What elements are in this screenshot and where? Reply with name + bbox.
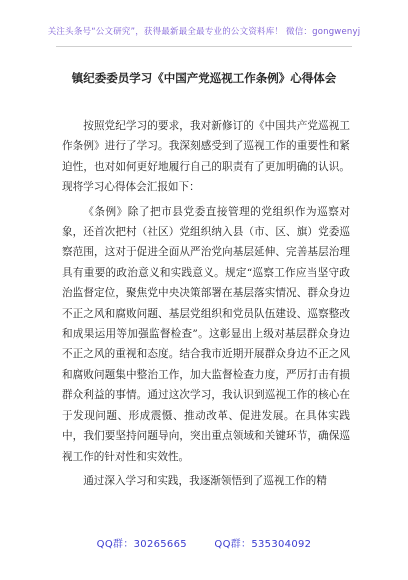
paragraph-regulation: 《条例》除了把市县党委直接管理的党组织作为巡察对象，还首次把村（社区）党组织纳入县（市、区、旗）党委巡察范围，这对于促进全面从严治党向基层延伸、完善基层治理具有重要的政治意义和实践意义。规定“巡察工作应当坚守政治监督定位，聚焦党中央决策部署在基层落实情况、群众身边不正之风和腐败问题、基层党组织和党员队伍建设、巡察整改和成果运用等加强监督检查”。这彰显出上级对基层群众身边不正之风的重视和态度。结合我市近期开展群众身边不正之风和腐败问题集中整治工作，加大监督检查力度，严厉打击有损群众利益的事情。通过这次学习，我认识到巡视工作的核心在于发现问题、形成震慑、推动改革、促进发展。在具体实践中，我们要坚持问题导向，突出重点领域和关键环节，确保巡视工作的针对性和实效性。: [62, 205, 350, 463]
footer-qq-group-2: QQ群：535304092: [214, 539, 312, 550]
document-body: [62, 116, 350, 491]
promo-banner: 关注头条号“公文研究”，获得最新最全最专业的公文资料库！ 微信：gongwenyj: [47, 27, 361, 37]
document-title: 镇纪委委员学习《中国产党巡视工作条例》心得体会: [71, 71, 337, 85]
paragraph-practice: 通过深入学习和实践，我逐渐领悟到了巡视工作的精: [83, 474, 327, 487]
header-divider: [56, 46, 352, 47]
paragraph-intro: 按照党纪学习的要求，我对新修订的《中国共产党巡视工作条例》进行了学习。我深刻感受到了巡视工作的重要性和紧迫性，也对如何更好地履行自己的职责有了更加明确的认识。现将学习心得体会汇报如下：: [62, 120, 350, 194]
footer-qq-group-1: QQ群：30265665: [96, 539, 187, 550]
footer-contacts: [0, 535, 408, 550]
